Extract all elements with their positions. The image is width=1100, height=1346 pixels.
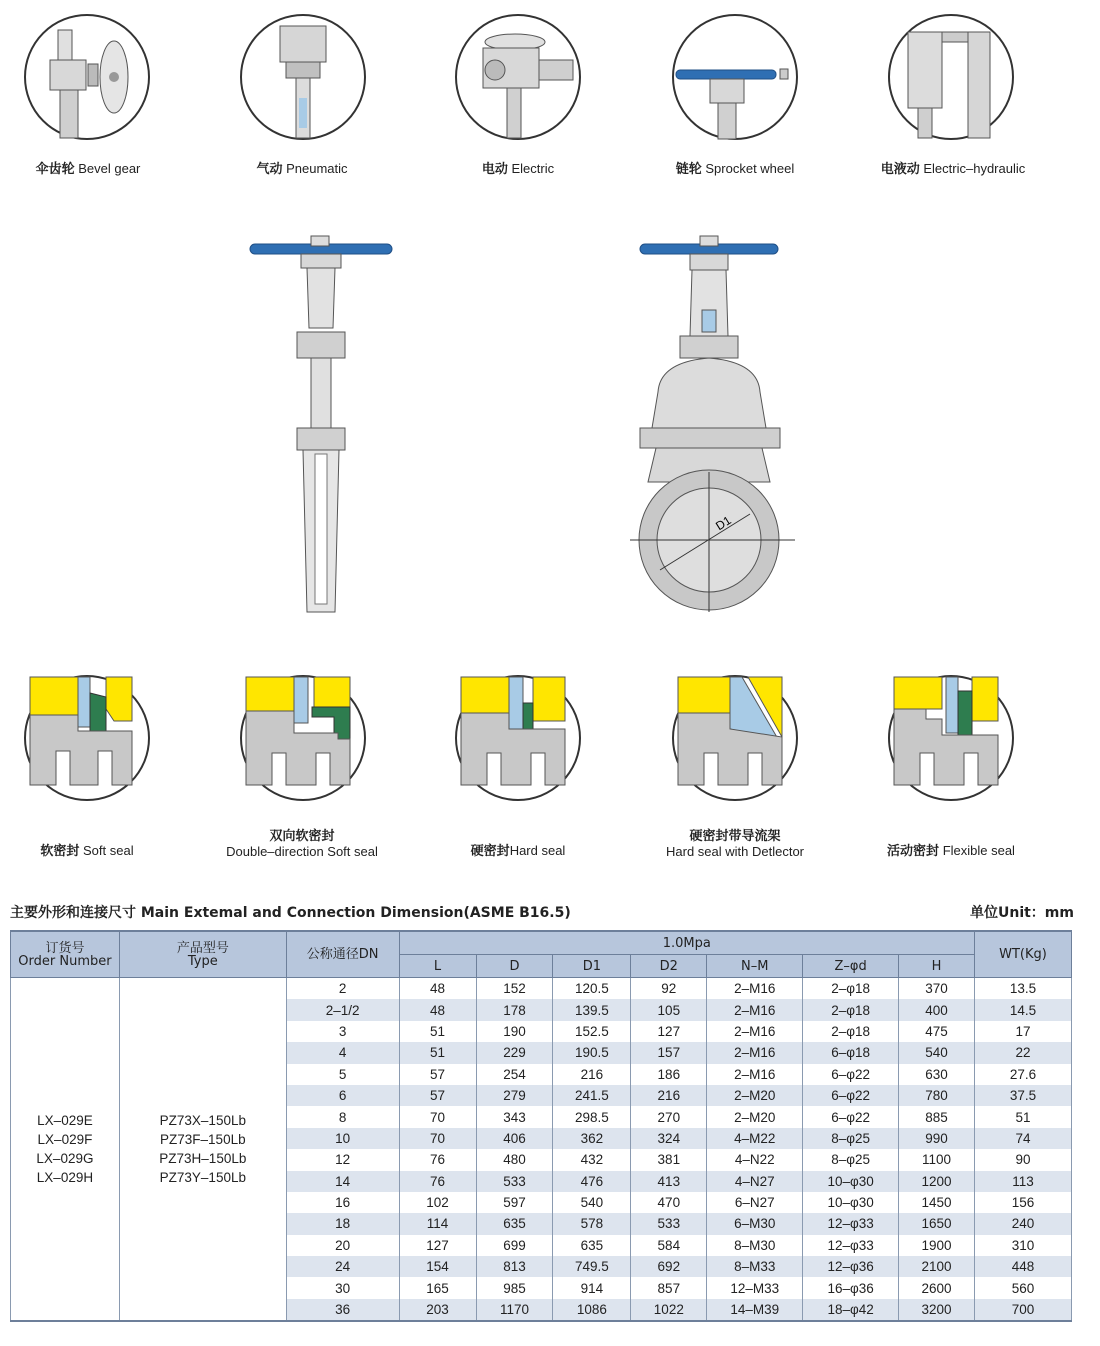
table-cell: 4–M22 bbox=[707, 1128, 803, 1149]
table-cell: 6–φ22 bbox=[803, 1106, 899, 1127]
table-cell: 12–φ36 bbox=[803, 1256, 899, 1277]
table-cell: 413 bbox=[631, 1171, 707, 1192]
table-cell: 914 bbox=[553, 1277, 631, 1298]
table-cell: 18–φ42 bbox=[803, 1299, 899, 1321]
header-nm: N–M bbox=[707, 955, 803, 978]
table-cell: 51 bbox=[974, 1106, 1071, 1127]
table-cell: 10–φ30 bbox=[803, 1171, 899, 1192]
table-cell: 10–φ30 bbox=[803, 1192, 899, 1213]
header-d2: D2 bbox=[631, 955, 707, 978]
table-cell: 1450 bbox=[899, 1192, 975, 1213]
table-cell: 343 bbox=[476, 1106, 553, 1127]
seal-caption-soft: 软密封 Soft seal bbox=[40, 843, 134, 859]
table-cell: 57 bbox=[399, 1064, 476, 1085]
table-cell: 16 bbox=[286, 1192, 399, 1213]
actuator-caption-pneumatic: 气动 Pneumatic bbox=[256, 161, 348, 177]
table-cell: 813 bbox=[476, 1256, 553, 1277]
table-cell: 51 bbox=[399, 1021, 476, 1042]
header-h: H bbox=[899, 955, 975, 978]
table-cell: 216 bbox=[553, 1064, 631, 1085]
table-cell: 432 bbox=[553, 1149, 631, 1170]
table-cell: 186 bbox=[631, 1064, 707, 1085]
table-cell: 985 bbox=[476, 1277, 553, 1298]
table-cell: 480 bbox=[476, 1149, 553, 1170]
header-pressure: 1.0Mpa bbox=[399, 931, 974, 955]
table-cell: 1650 bbox=[899, 1213, 975, 1234]
table-cell: 270 bbox=[631, 1106, 707, 1127]
table-cell: 24 bbox=[286, 1256, 399, 1277]
table-cell: 324 bbox=[631, 1128, 707, 1149]
order-number: LX–029H bbox=[36, 1170, 94, 1186]
table-cell: 152.5 bbox=[553, 1021, 631, 1042]
table-cell: 630 bbox=[899, 1064, 975, 1085]
table-cell: 885 bbox=[899, 1106, 975, 1127]
table-cell: 749.5 bbox=[553, 1256, 631, 1277]
table-cell: 310 bbox=[974, 1235, 1071, 1256]
table-cell: 90 bbox=[974, 1149, 1071, 1170]
table-cell: 13.5 bbox=[974, 978, 1071, 1000]
table-cell: 5 bbox=[286, 1064, 399, 1085]
table-cell: 6–φ22 bbox=[803, 1064, 899, 1085]
table-cell: 470 bbox=[631, 1192, 707, 1213]
table-cell: 2–M20 bbox=[707, 1106, 803, 1127]
seal-caption-double-direction: 双向软密封 Double–direction Soft seal bbox=[226, 829, 378, 859]
seal-caption-hard: 硬密封Hard seal bbox=[470, 843, 566, 859]
table-cell: 92 bbox=[631, 978, 707, 1000]
unit-label: 单位Unit：mm bbox=[969, 905, 1074, 921]
bevel-gear-illustration bbox=[22, 12, 152, 142]
actuator-caption-electric: 电动 Electric bbox=[481, 161, 555, 177]
table-cell: 254 bbox=[476, 1064, 553, 1085]
table-cell: 18 bbox=[286, 1213, 399, 1234]
table-cell: 2–φ18 bbox=[803, 1021, 899, 1042]
order-number: LX–029F bbox=[37, 1132, 93, 1148]
table-cell: 584 bbox=[631, 1235, 707, 1256]
table-cell: 1200 bbox=[899, 1171, 975, 1192]
table-cell: 14–M39 bbox=[707, 1299, 803, 1321]
table-cell: 154 bbox=[399, 1256, 476, 1277]
electric-hydraulic-illustration bbox=[886, 12, 1016, 142]
table-cell: 190 bbox=[476, 1021, 553, 1042]
table-cell: 4–N22 bbox=[707, 1149, 803, 1170]
table-cell: 16–φ36 bbox=[803, 1277, 899, 1298]
table-cell: 178 bbox=[476, 999, 553, 1020]
table-cell: 57 bbox=[399, 1085, 476, 1106]
table-cell: 635 bbox=[553, 1235, 631, 1256]
table-cell: 76 bbox=[399, 1171, 476, 1192]
table-cell: 76 bbox=[399, 1149, 476, 1170]
table-cell: 475 bbox=[899, 1021, 975, 1042]
table-cell: 2–M20 bbox=[707, 1085, 803, 1106]
table-cell: 6–φ18 bbox=[803, 1042, 899, 1063]
table-cell: 381 bbox=[631, 1149, 707, 1170]
header-d1: D1 bbox=[553, 955, 631, 978]
table-cell: 74 bbox=[974, 1128, 1071, 1149]
table-cell: 12 bbox=[286, 1149, 399, 1170]
table-cell: 229 bbox=[476, 1042, 553, 1063]
table-cell: 298.5 bbox=[553, 1106, 631, 1127]
order-number: LX–029E bbox=[37, 1113, 93, 1129]
table-cell: 476 bbox=[553, 1171, 631, 1192]
table-cell: 3 bbox=[286, 1021, 399, 1042]
table-cell: 2–φ18 bbox=[803, 999, 899, 1020]
sprocket-wheel-illustration bbox=[670, 12, 800, 142]
table-cell: 12–φ33 bbox=[803, 1213, 899, 1234]
header-dn: 公称通径DN bbox=[286, 931, 399, 978]
table-cell: 216 bbox=[631, 1085, 707, 1106]
table-cell: 2–φ18 bbox=[803, 978, 899, 1000]
double-direction-soft-seal-illustration bbox=[238, 673, 368, 803]
table-cell: 51 bbox=[399, 1042, 476, 1063]
table-cell: 560 bbox=[974, 1277, 1071, 1298]
table-cell: 4–N27 bbox=[707, 1171, 803, 1192]
hard-seal-with-deflector-illustration bbox=[670, 673, 800, 803]
d1-label: D1 bbox=[713, 513, 734, 534]
header-wt: WT(Kg) bbox=[974, 931, 1071, 978]
table-cell: 156 bbox=[974, 1192, 1071, 1213]
table-cell: 127 bbox=[399, 1235, 476, 1256]
table-cell: 990 bbox=[899, 1128, 975, 1149]
table-cell: 6–N27 bbox=[707, 1192, 803, 1213]
seal-caption-flexible: 活动密封 Flexible seal bbox=[887, 843, 1015, 859]
table-cell: 1900 bbox=[899, 1235, 975, 1256]
table-cell: 540 bbox=[899, 1042, 975, 1063]
table-cell: 139.5 bbox=[553, 999, 631, 1020]
electric-illustration bbox=[453, 12, 583, 142]
header-z-phi-d: Z–φd bbox=[803, 955, 899, 978]
table-cell: 533 bbox=[476, 1171, 553, 1192]
header-type: 产品型号 Type bbox=[119, 931, 286, 978]
dimension-table bbox=[10, 930, 1072, 1322]
order-number-cell bbox=[11, 978, 120, 1322]
table-cell: 2–M16 bbox=[707, 1042, 803, 1063]
table-cell: 448 bbox=[974, 1256, 1071, 1277]
order-number: LX–029G bbox=[36, 1151, 94, 1167]
seal-caption-hard-deflector: 硬密封带导流架 Hard seal with Detlector bbox=[666, 829, 804, 859]
table-cell: 700 bbox=[974, 1299, 1071, 1321]
table-cell: 2–M16 bbox=[707, 1064, 803, 1085]
table-cell: 6–M30 bbox=[707, 1213, 803, 1234]
table-cell: 540 bbox=[553, 1192, 631, 1213]
table-title: 主要外形和连接尺寸 Main Extemal and Connection Dimension(ASME B16.5) bbox=[10, 905, 571, 921]
header-order-number: 订货号 Order Number bbox=[11, 931, 120, 978]
table-cell: 48 bbox=[399, 978, 476, 1000]
table-cell: 2–M16 bbox=[707, 978, 803, 1000]
table-cell: 597 bbox=[476, 1192, 553, 1213]
table-cell: 27.6 bbox=[974, 1064, 1071, 1085]
table-cell: 279 bbox=[476, 1085, 553, 1106]
table-cell: 6–φ22 bbox=[803, 1085, 899, 1106]
table-cell: 8–φ25 bbox=[803, 1128, 899, 1149]
table-cell: 635 bbox=[476, 1213, 553, 1234]
table-cell: 113 bbox=[974, 1171, 1071, 1192]
table-cell: 780 bbox=[899, 1085, 975, 1106]
table-cell: 2 bbox=[286, 978, 399, 1000]
table-cell: 114 bbox=[399, 1213, 476, 1234]
actuator-caption-sprocket-wheel: 链轮 Sprocket wheel bbox=[675, 161, 795, 177]
table-row bbox=[11, 978, 1072, 1000]
table-cell: 14 bbox=[286, 1171, 399, 1192]
table-cell: 165 bbox=[399, 1277, 476, 1298]
table-cell: 17 bbox=[974, 1021, 1071, 1042]
header-l: L bbox=[399, 955, 476, 978]
table-cell: 12–φ33 bbox=[803, 1235, 899, 1256]
table-cell: 30 bbox=[286, 1277, 399, 1298]
table-cell: 4 bbox=[286, 1042, 399, 1063]
table-cell: 127 bbox=[631, 1021, 707, 1042]
table-cell: 8–M30 bbox=[707, 1235, 803, 1256]
table-cell: 8 bbox=[286, 1106, 399, 1127]
valve-front-view bbox=[630, 232, 810, 622]
table-cell: 370 bbox=[899, 978, 975, 1000]
table-cell: 22 bbox=[974, 1042, 1071, 1063]
table-cell: 406 bbox=[476, 1128, 553, 1149]
type-code: PZ73X–150Lb bbox=[159, 1113, 246, 1129]
table-cell: 6 bbox=[286, 1085, 399, 1106]
hard-seal-illustration bbox=[453, 673, 583, 803]
pneumatic-illustration bbox=[238, 12, 368, 142]
table-cell: 70 bbox=[399, 1106, 476, 1127]
table-cell: 699 bbox=[476, 1235, 553, 1256]
table-cell: 8–φ25 bbox=[803, 1149, 899, 1170]
type-cell bbox=[119, 978, 286, 1322]
table-cell: 400 bbox=[899, 999, 975, 1020]
table-cell: 362 bbox=[553, 1128, 631, 1149]
table-cell: 14.5 bbox=[974, 999, 1071, 1020]
table-cell: 2100 bbox=[899, 1256, 975, 1277]
header-d: D bbox=[476, 955, 553, 978]
table-cell: 152 bbox=[476, 978, 553, 1000]
table-cell: 203 bbox=[399, 1299, 476, 1321]
table-cell: 3200 bbox=[899, 1299, 975, 1321]
flexible-seal-illustration bbox=[886, 673, 1016, 803]
table-cell: 48 bbox=[399, 999, 476, 1020]
table-cell: 2–M16 bbox=[707, 999, 803, 1020]
table-cell: 36 bbox=[286, 1299, 399, 1321]
table-cell: 240 bbox=[974, 1213, 1071, 1234]
soft-seal-illustration bbox=[22, 673, 152, 803]
table-cell: 241.5 bbox=[553, 1085, 631, 1106]
table-cell: 10 bbox=[286, 1128, 399, 1149]
table-cell: 2600 bbox=[899, 1277, 975, 1298]
table-cell: 857 bbox=[631, 1277, 707, 1298]
table-cell: 20 bbox=[286, 1235, 399, 1256]
valve-side-view bbox=[245, 232, 405, 622]
table-cell: 157 bbox=[631, 1042, 707, 1063]
table-cell: 692 bbox=[631, 1256, 707, 1277]
table-cell: 2–M16 bbox=[707, 1021, 803, 1042]
table-cell: 1170 bbox=[476, 1299, 553, 1321]
table-cell: 8–M33 bbox=[707, 1256, 803, 1277]
table-cell: 12–M33 bbox=[707, 1277, 803, 1298]
type-code: PZ73H–150Lb bbox=[159, 1151, 247, 1167]
table-cell: 2–1/2 bbox=[286, 999, 399, 1020]
table-cell: 533 bbox=[631, 1213, 707, 1234]
actuator-caption-bevel-gear: 伞齿轮 Bevel gear bbox=[35, 161, 141, 177]
type-code: PZ73Y–150Lb bbox=[159, 1170, 246, 1186]
actuator-caption-electric-hydraulic: 电液动 Electric–hydraulic bbox=[880, 161, 1026, 177]
table-cell: 578 bbox=[553, 1213, 631, 1234]
table-cell: 1022 bbox=[631, 1299, 707, 1321]
type-code: PZ73F–150Lb bbox=[160, 1132, 246, 1148]
table-cell: 120.5 bbox=[553, 978, 631, 1000]
table-cell: 105 bbox=[631, 999, 707, 1020]
table-cell: 102 bbox=[399, 1192, 476, 1213]
table-cell: 37.5 bbox=[974, 1085, 1071, 1106]
table-cell: 190.5 bbox=[553, 1042, 631, 1063]
table-cell: 1086 bbox=[553, 1299, 631, 1321]
table-cell: 1100 bbox=[899, 1149, 975, 1170]
table-cell: 70 bbox=[399, 1128, 476, 1149]
